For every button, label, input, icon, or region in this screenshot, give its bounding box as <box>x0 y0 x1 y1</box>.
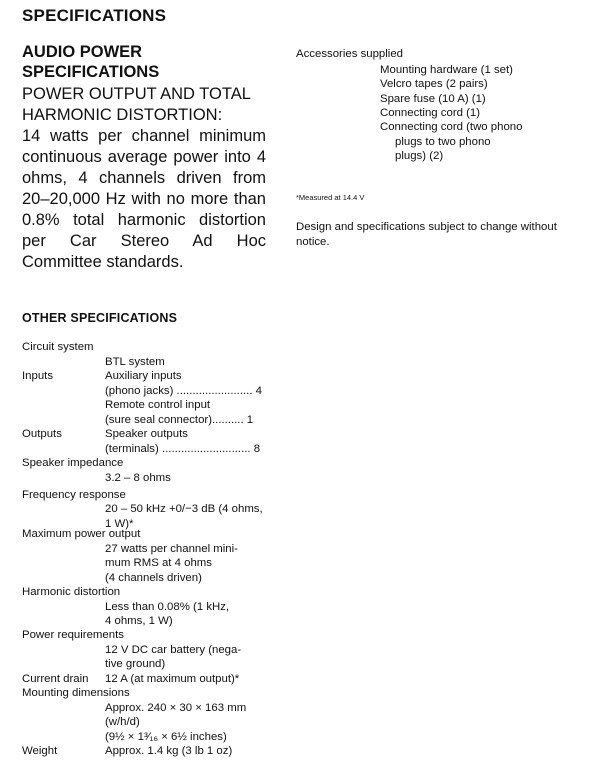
power-requirements-line2: tive ground) <box>105 658 166 670</box>
circuit-system-label: Circuit system <box>22 341 94 353</box>
power-requirements-line1: 12 V DC car battery (nega- <box>105 644 242 656</box>
accessories-heading: Accessories supplied <box>296 48 403 60</box>
power-requirements-label: Power requirements <box>22 629 124 641</box>
speaker-impedance-label: Speaker impedance <box>22 457 124 469</box>
inputs-label: Inputs <box>22 370 54 382</box>
outputs-label: Outputs <box>22 428 62 440</box>
audio-subheading-line2: HARMONIC DISTORTION: <box>22 106 223 124</box>
frequency-response-line2: 1 W)* <box>105 518 134 530</box>
accessory-item: Mounting hardware (1 set) <box>380 64 513 76</box>
accessory-item: Velcro tapes (2 pairs) <box>380 78 488 90</box>
audio-heading-line1: AUDIO POWER <box>22 43 143 61</box>
current-drain-value: 12 A (at maximum output)* <box>105 673 240 685</box>
page-title: SPECIFICATIONS <box>22 6 167 25</box>
maximum-power-line1: 27 watts per channel mini- <box>105 543 238 555</box>
harmonic-distortion-line2: 4 ohms, 1 W) <box>105 615 173 627</box>
weight-value: Approx. 1.4 kg (3 lb 1 oz) <box>105 745 233 757</box>
mounting-dimensions-line3: (9½ × 1³⁄₁₆ × 6½ inches) <box>105 731 227 743</box>
accessory-item: plugs to two phono <box>395 136 491 148</box>
accessory-item: plugs) (2) <box>395 150 444 162</box>
harmonic-distortion-line1: Less than 0.08% (1 kHz, <box>105 601 230 613</box>
accessory-item: Connecting cord (1) <box>380 107 481 119</box>
weight-label: Weight <box>22 745 58 757</box>
audio-subheading <box>22 84 282 126</box>
outputs-line1: Speaker outputs <box>105 428 188 440</box>
maximum-power-line2: mum RMS at 4 ohms <box>105 557 212 569</box>
current-drain-label: Current drain <box>22 673 89 685</box>
harmonic-distortion-label: Harmonic distortion <box>22 586 121 598</box>
mounting-dimensions-line2: (w/h/d) <box>105 716 140 728</box>
accessory-item: Spare fuse (10 A) (1) <box>380 93 486 105</box>
audio-heading-line2: SPECIFICATIONS <box>22 63 160 81</box>
frequency-response-label: Frequency response <box>22 489 126 501</box>
audio-power-heading <box>22 42 282 82</box>
frequency-response-line1: 20 – 50 kHz +0/−3 dB (4 ohms, <box>105 503 263 515</box>
speaker-impedance-value: 3.2 – 8 ohms <box>105 472 171 484</box>
inputs-remote-line2: (sure seal connector).......... 1 <box>105 414 254 426</box>
inputs-remote-line1: Remote control input <box>105 399 211 411</box>
mounting-dimensions-line1: Approx. 240 × 30 × 163 mm <box>105 702 247 714</box>
inputs-aux-line2: (phono jacks) ........................ 4 <box>105 385 262 397</box>
maximum-power-label: Maximum power output <box>22 528 141 540</box>
audio-power-body: 14 watts per channel minimum continuous average power into 4 ohms, 4 channels driven from 20–20,000 Hz with no more than 0.8% total harmonic distortion per Car Stereo Ad Hoc Committee standards. <box>22 127 266 271</box>
maximum-power-line3: (4 channels driven) <box>105 572 202 584</box>
measurement-note: *Measured at 14.4 V <box>296 193 365 202</box>
mounting-dimensions-label: Mounting dimensions <box>22 687 130 699</box>
audio-subheading-line1: POWER OUTPUT AND TOTAL <box>22 85 251 103</box>
outputs-line2: (terminals) ............................ 8 <box>105 443 261 455</box>
accessory-item: Connecting cord (two phono <box>380 121 523 133</box>
circuit-system-value: BTL system <box>105 356 165 368</box>
disclaimer-text: Design and specifications subject to change without notice. <box>296 221 557 248</box>
inputs-aux-line1: Auxiliary inputs <box>105 370 182 382</box>
other-specifications-heading: OTHER SPECIFICATIONS <box>22 311 178 325</box>
